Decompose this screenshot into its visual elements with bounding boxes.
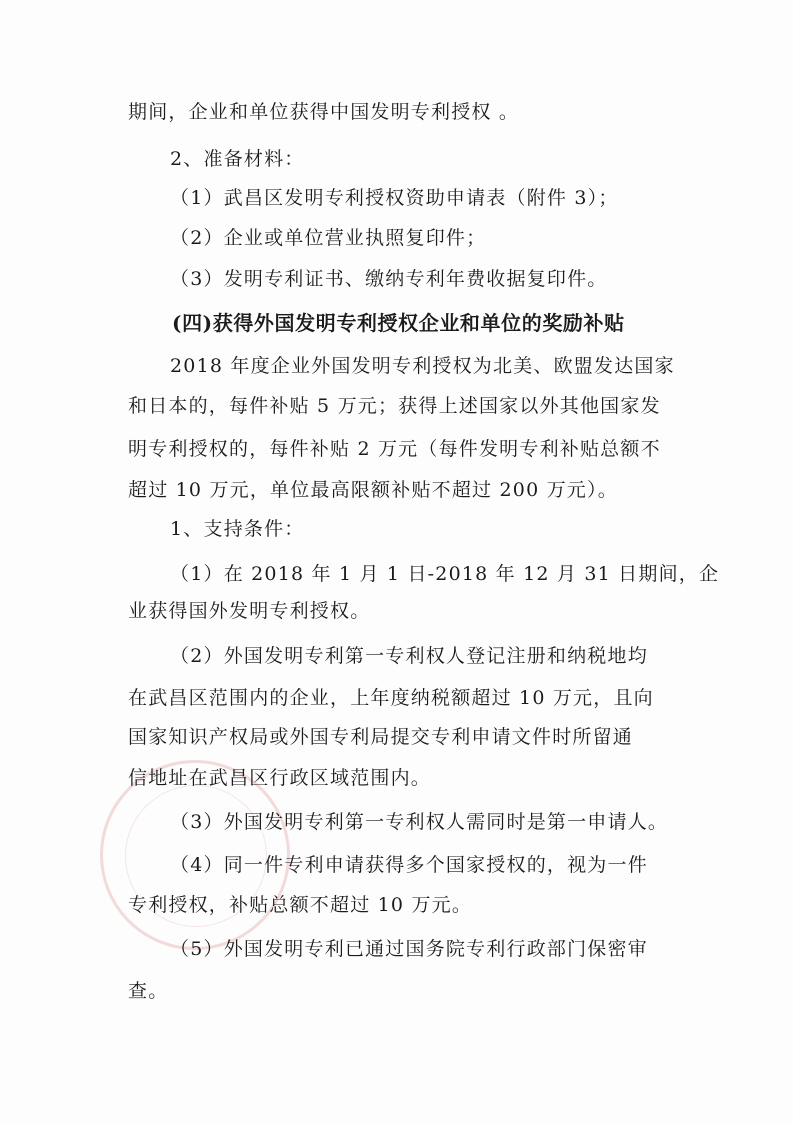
text-line-10: 超过 10 万元，单位最高限额补贴不超过 200 万元）。 — [128, 479, 618, 501]
text-line-15: 在武昌区范围内的企业，上年度纳税额超过 10 万元，且向 — [128, 687, 654, 709]
text-line-9: 明专利授权的，每件补贴 2 万元（每件发明专利补贴总额不 — [128, 438, 661, 460]
text-line-2: 2、准备材料： — [170, 148, 305, 170]
section-heading: (四)获得外国发明专利授权企业和单位的奖励补贴 — [172, 311, 625, 335]
text-line-12: （1）在 2018 年 1 月 1 日-2018 年 12 月 31 日期间，企 — [170, 563, 720, 585]
text-line-5: （3）发明专利证书、缴纳专利年费收据复印件。 — [170, 268, 608, 290]
text-line-19: （4）同一件专利申请获得多个国家授权的，视为一件 — [170, 854, 648, 876]
text-line-7: 2018 年度企业外国发明专利授权为北美、欧盟发达国家 — [170, 355, 675, 377]
text-line-13: 业获得国外发明专利授权。 — [128, 600, 371, 622]
text-line-4: （2）企业或单位营业执照复印件； — [170, 227, 487, 249]
text-line-18: （3）外国发明专利第一专利权人需同时是第一申请人。 — [170, 811, 669, 833]
text-line-1: 期间，企业和单位获得中国发明专利授权 。 — [128, 101, 520, 123]
text-line-8: 和日本的，每件补贴 5 万元；获得上述国家以外其他国家发 — [128, 395, 661, 417]
text-line-14: （2）外国发明专利第一专利权人登记注册和纳税地均 — [170, 645, 648, 667]
text-line-21: （5）外国发明专利已通过国务院专利行政部门保密审 — [170, 938, 648, 960]
text-line-17: 信地址在武昌区行政区域范围内。 — [128, 767, 432, 789]
text-line-22: 查。 — [128, 980, 169, 1002]
text-line-20: 专利授权，补贴总额不超过 10 万元。 — [128, 894, 473, 916]
text-line-16: 国家知识产权局或外国专利局提交专利申请文件时所留通 — [128, 726, 634, 748]
text-line-3: （1）武昌区发明专利授权资助申请表（附件 3）； — [170, 187, 619, 209]
text-line-11: 1、支持条件： — [170, 518, 305, 540]
